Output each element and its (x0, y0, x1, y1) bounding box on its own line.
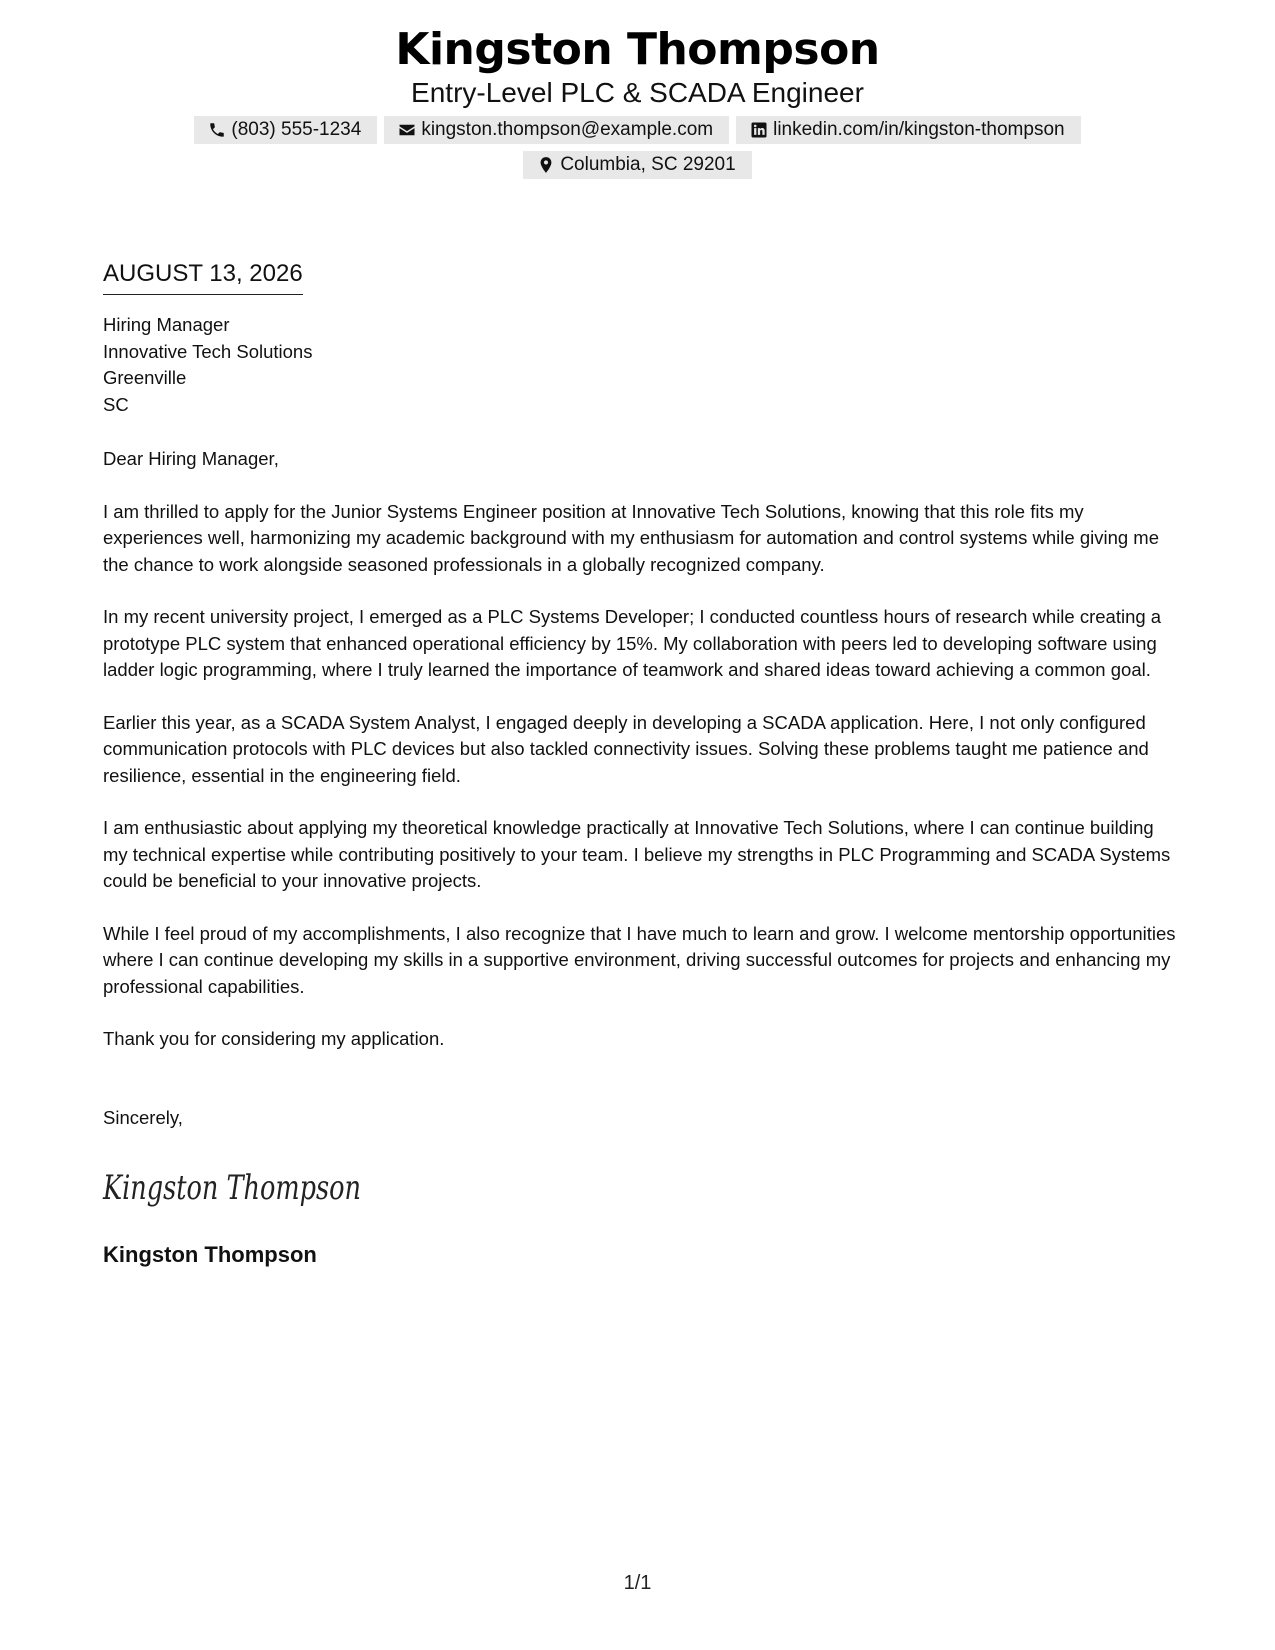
recipient-line: Innovative Tech Solutions (103, 340, 313, 362)
letter-body (103, 258, 1178, 1269)
letter-header (0, 22, 1275, 179)
contact-list (188, 116, 1088, 179)
letter-date: AUGUST 13, 2026 (103, 258, 303, 295)
body-paragraph: I am enthusiastic about applying my theoretical knowledge practically at Innovative Tech Solutions, where I can continue building my technical expertise while contributing positively to your team. I believe my strengths in PLC Programming and SCADA Systems could be beneficial to your innovative projects. (103, 817, 1171, 891)
recipient-line: Greenville (103, 367, 187, 388)
contact-email-text: kingston.thompson@example.com (421, 119, 714, 140)
contact-location-text: Columbia, SC 29201 (560, 154, 736, 175)
body-paragraph: While I feel proud of my accomplishments, I also recognize that I have much to learn and grow. I welcome mentorship opportunities where I can continue developing my skills in a supportive environment, driving successful outcomes for projects and enhancing my professional capabilities. (103, 922, 1176, 997)
body-paragraph: Earlier this year, as a SCADA System Analyst, I engaged deeply in developing a SCADA application. Here, I not only configured communication protocols with PLC devices but also tackled connectivity issues. Solving these problems taught me patience and resilience, essential in the engineering field. (103, 711, 1149, 786)
signed-name: Kingston Thompson (103, 1241, 317, 1267)
contact-email (384, 116, 729, 144)
recipient-line: Hiring Manager (103, 314, 230, 335)
body-paragraph: Thank you for considering my application. (103, 1028, 445, 1049)
location-pin-icon (537, 156, 555, 174)
body-paragraph: In my recent university project, I emerged as a PLC Systems Developer; I conducted countless hours of research while creating a prototype PLC system that enhanced operational efficiency by 15%. My collaboration with peers led to developing software using ladder logic programming, where I truly learned the importance of teamwork and shared ideas toward achieving a common goal. (103, 606, 1162, 680)
page-number: 1/1 (623, 1572, 652, 1594)
salutation: Dear Hiring Manager, (103, 448, 279, 469)
phone-icon (208, 121, 226, 139)
body-paragraph: I am thrilled to apply for the Junior Systems Engineer position at Innovative Tech Solutions, knowing that this role fits my experiences well, harmonizing my academic background with my enthusiasm for automation and control systems while giving me the chance to work alongside seasoned professionals in a globally recognized company. (103, 500, 1160, 575)
handwritten-signature (103, 1159, 363, 1215)
closing: Sincerely, (103, 1106, 183, 1128)
contact-phone-text: (803) 555-1234 (231, 119, 362, 140)
svg-text:Kingston Thompson: Kingston Thompson (102, 1168, 361, 1208)
recipient-address (103, 312, 1178, 418)
contact-phone (194, 116, 377, 144)
applicant-name: Kingston Thompson (395, 24, 880, 75)
envelope-icon (398, 121, 416, 139)
contact-location (523, 151, 751, 179)
linkedin-icon (750, 121, 768, 139)
contact-linkedin (736, 116, 1081, 144)
job-title: Entry-Level PLC & SCADA Engineer (411, 77, 864, 108)
contact-linkedin-text: linkedin.com/in/kingston-thompson (773, 119, 1065, 140)
recipient-line: SC (103, 393, 129, 415)
